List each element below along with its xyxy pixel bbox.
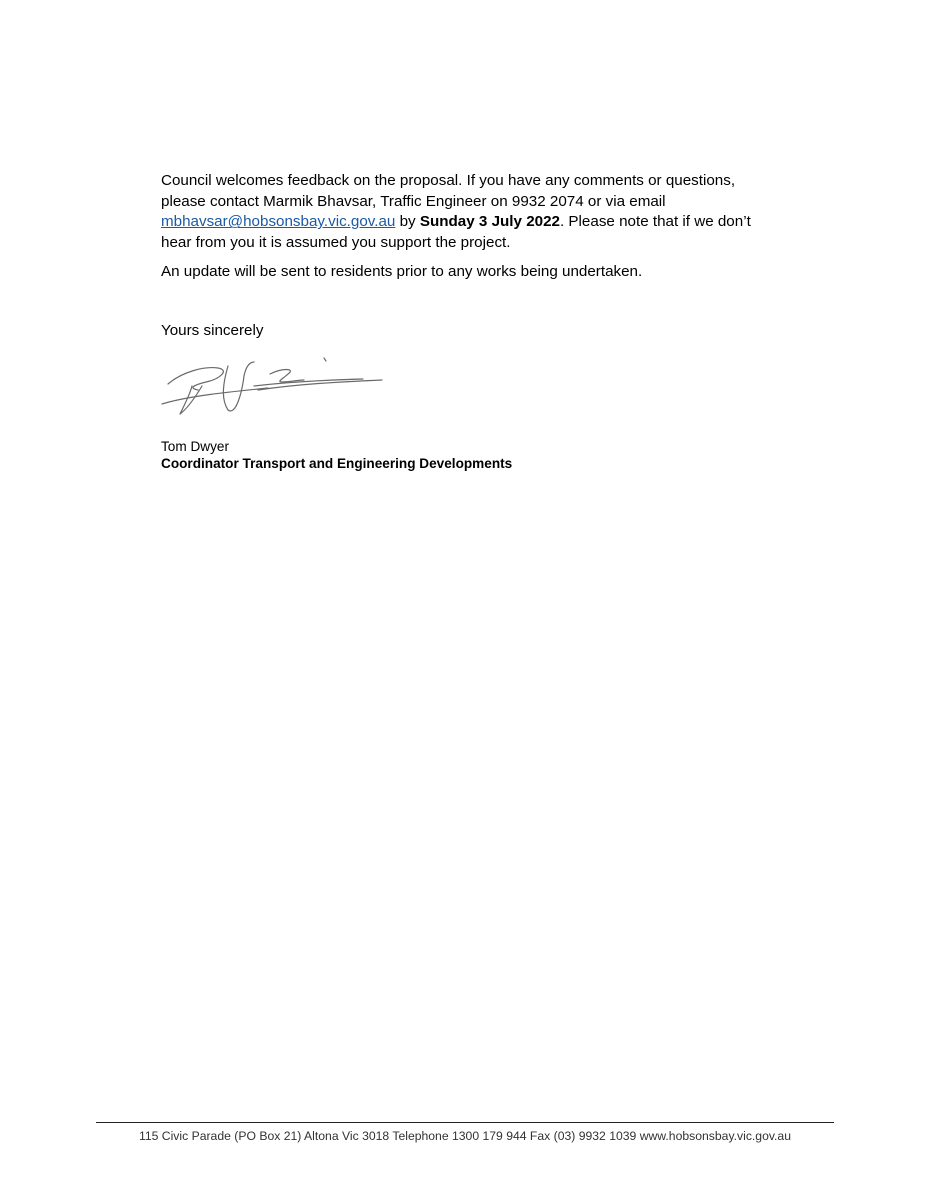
update-paragraph: An update will be sent to residents prior to any works being undertaken.	[161, 263, 643, 280]
feedback-paragraph	[161, 171, 771, 254]
footer-contact-details: 115 Civic Parade (PO Box 21) Altona Vic 3018 Telephone 1300 179 944 Fax (03) 9932 1039 www.hobsonsbay.vic.gov.au	[138, 1129, 791, 1143]
footer-divider	[96, 1122, 834, 1123]
closing-salutation: Yours sincerely	[161, 322, 264, 339]
signer-name: Tom Dwyer	[161, 439, 229, 454]
feedback-text-note: . Please note that if we don’t hear from you it is assumed you support the project.	[161, 213, 751, 252]
feedback-text-intro: Council welcomes feedback on the proposal. If you have any comments or questions, please contact Marmik Bhavsar, Traffic Engineer on 9932 2074 or via email	[161, 172, 736, 210]
signer-title: Coordinator Transport and Engineering Developments	[161, 456, 513, 471]
signature-image	[158, 352, 388, 422]
feedback-deadline: Sunday 3 July 2022	[419, 213, 560, 231]
contact-email-link[interactable]: mbhavsar@hobsonsbay.vic.gov.au	[161, 213, 396, 231]
feedback-text-by: by	[395, 213, 420, 231]
